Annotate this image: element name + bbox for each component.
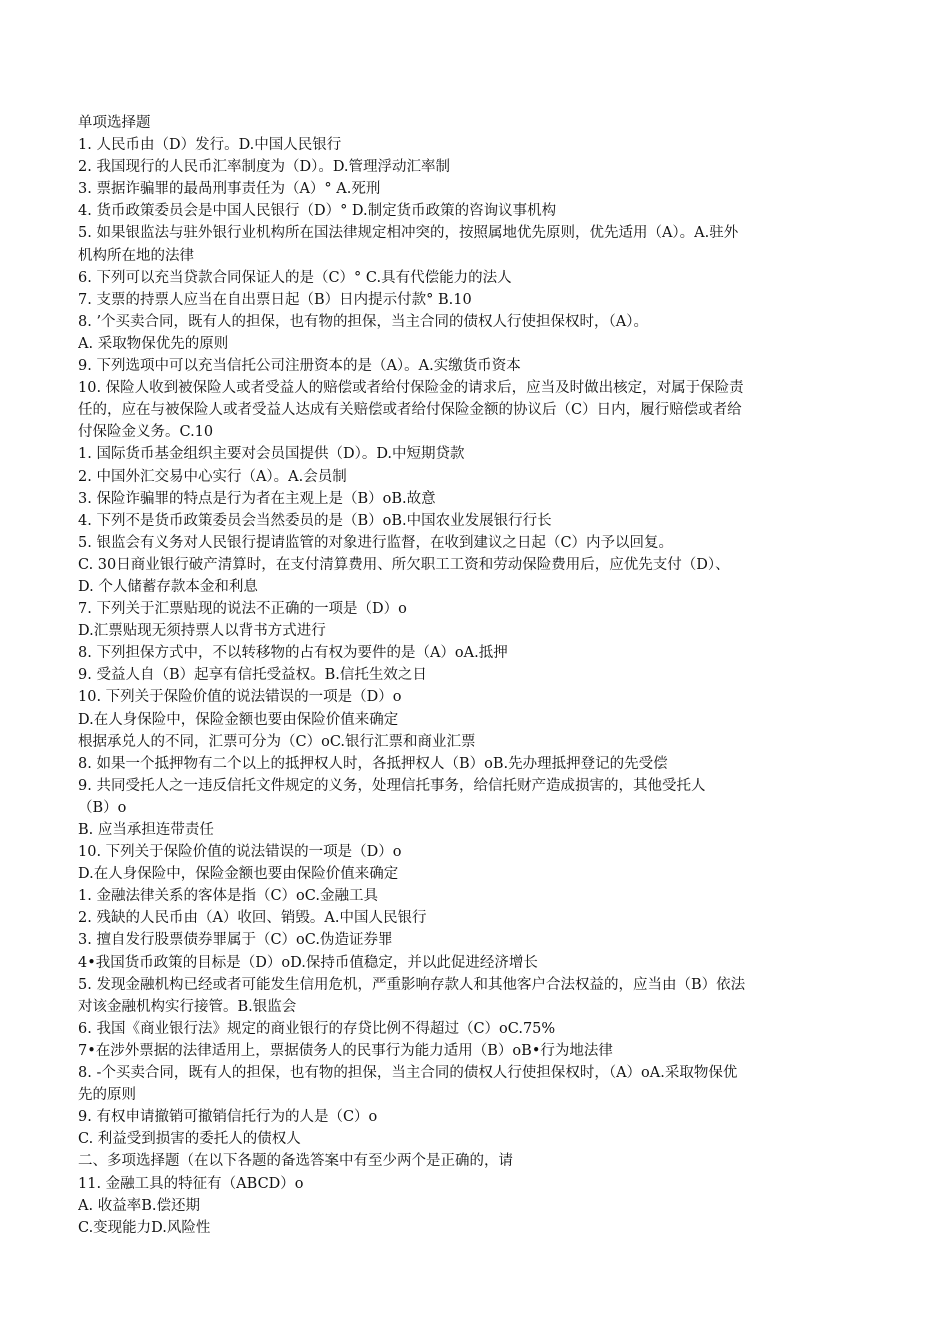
question-line: D.在人身保险中，保险金额也要由保险价值来确定 <box>78 866 399 883</box>
question-line: 10. 下列关于保险价值的说法错误的一项是（D）o <box>78 844 402 861</box>
question-line: 机构所在地的法律 <box>78 247 194 264</box>
question-line: C.变现能力D.风险性 <box>78 1219 211 1236</box>
question-line: 3. 票据诈骗罪的最咼刑事责任为（A）° A.死刑 <box>78 181 381 198</box>
question-line: 根据承兑人的不同，汇票可分为（C）oC.银行汇票和商业汇票 <box>78 733 476 750</box>
question-line: 10. 下列关于保险价值的说法错误的一项是（D）o <box>78 689 402 706</box>
question-line: 9. 共同受托人之一违反信托文件规定的义务，处理信托事务，给信托财产造成损害的，其他受托人 <box>78 777 706 794</box>
question-line: 10. 保险人收到被保险人或者受益人的赔偿或者给付保险金的请求后，应当及时做出核定，对属于保险责 <box>78 380 744 397</box>
question-line: 4•我国货币政策的目标是（D）oD.保持币值稳定，并以此促进经济增长 <box>78 954 538 971</box>
section-heading: 单项选择题 <box>78 115 151 131</box>
question-line: D.汇票贴现无须持票人以背书方式进行 <box>78 623 326 640</box>
question-line: 8. -个买卖合同，既有人的担保，也有物的担保，当主合同的债权人行使担保权时，（A）oA.采取物保优 <box>78 1065 738 1082</box>
question-line: 5. 如果银监法与驻外银行业机构所在国法律规定相冲突的，按照属地优先原则，优先适用（A）。A.驻外 <box>78 225 739 242</box>
question-line: D. 个人储蓄存款本金和利息 <box>78 578 258 595</box>
question-line: 7. 支票的持票人应当在自出票日起（B）日内提示付款° B.10 <box>78 291 472 308</box>
question-line: 9. 受益人自（B）起享有信托受益权。B.信托生效之日 <box>78 667 427 684</box>
question-line: 3. 保险诈骗罪的特点是行为者在主观上是（B）oB.故意 <box>78 490 436 507</box>
question-line: C. 利益受到损害的委托人的债权人 <box>78 1131 301 1148</box>
document-body <box>78 112 868 1239</box>
question-line: 对该金融机构实行接管。B.银监会 <box>78 998 297 1015</box>
question-line: 9. 下列选项中可以充当信托公司注册资本的是（A）。A.实缴货币资本 <box>78 358 521 375</box>
question-line: B. 应当承担连带责任 <box>78 822 214 838</box>
question-line: 1. 人民币由（D）发行。D.中国人民银行 <box>78 137 342 154</box>
question-line: A. 收益率B.偿还期 <box>78 1197 200 1214</box>
question-line: 11. 金融工具的特征有（ABCD）o <box>78 1175 304 1192</box>
question-line: 8. ’个买卖合同，既有人的担保，也有物的担保，当主合同的债权人行使担保权时，（A）。 <box>78 313 649 330</box>
question-line: 2. 中国外汇交易中心实行（A）。A.会员制 <box>78 468 347 485</box>
question-line: 8. 如果一个抵押物有二个以上的抵押权人时，各抵押权人（B）oB.先办理抵押登记的先受偿 <box>78 755 668 772</box>
question-line: 付保险金义务。C.10 <box>78 424 214 441</box>
question-line: C. 30日商业银行破产清算时，在支付清算费用、所欠职工工资和劳动保险费用后，应优先支付（D）、 <box>78 556 730 573</box>
question-line: 2. 我国现行的人民币汇率制度为（D）。D.管理浮动汇率制 <box>78 159 451 176</box>
question-line: 5. 银监会有义务对人民银行提请监管的对象进行监督，在收到建议之日起（C）内予以回复。 <box>78 534 674 551</box>
section-heading: 二、多项选择题（在以下各题的备选答案中有至少两个是正确的，请 <box>78 1153 513 1170</box>
question-line: 1. 金融法律关系的客体是指（C）oC.金融工具 <box>78 888 378 905</box>
question-line: 4. 货币政策委员会是中国人民银行（D）° D.制定货币政策的咨询议事机构 <box>78 203 557 220</box>
question-line: 5. 发现金融机构已经或者可能发生信用危机，严重影响存款人和其他客户合法权益的，应当由（B）依法 <box>78 976 746 993</box>
question-line: 7•在涉外票据的法律适用上，票据债务人的民事行为能力适用（B）oB•行为地法律 <box>78 1042 613 1059</box>
question-line: 7. 下列关于汇票贴现的说法不正确的一项是（D）o <box>78 601 407 618</box>
question-line: 6. 下列可以充当贷款合同保证人的是（C）° C.具有代偿能力的法人 <box>78 269 512 286</box>
question-line: A. 采取物保优先的原则 <box>78 335 229 352</box>
question-line: 8. 下列担保方式中，不以转移物的占有权为要件的是（A）oA.抵押 <box>78 645 508 662</box>
question-line: 9. 有权申请撤销可撤销信托行为的人是（C）o <box>78 1109 378 1126</box>
question-line: 任的，应在与被保险人或者受益人达成有关赔偿或者给付保险金额的协议后（C）日内，履行赔偿或者给 <box>78 402 742 419</box>
question-line: 先的原则 <box>78 1087 136 1104</box>
question-line: 6. 我国《商业银行法》规定的商业银行的存贷比例不得超过（C）oC.75% <box>78 1020 556 1037</box>
question-line: 3. 擅自发行股票债券罪属于（C）oC.伪造证券罪 <box>78 932 393 949</box>
question-line: 4. 下列不是货币政策委员会当然委员的是（B）oB.中国农业发展银行行长 <box>78 512 552 529</box>
question-line: （B）o <box>78 799 127 816</box>
question-line: 2. 残缺的人民币由（A）收回、销毁。A.中国人民银行 <box>78 910 427 927</box>
question-line: 1. 国际货币基金组织主要对会员国提供（D）。D.中短期贷款 <box>78 446 465 463</box>
question-line: D.在人身保险中，保险金额也要由保险价值来确定 <box>78 711 399 728</box>
